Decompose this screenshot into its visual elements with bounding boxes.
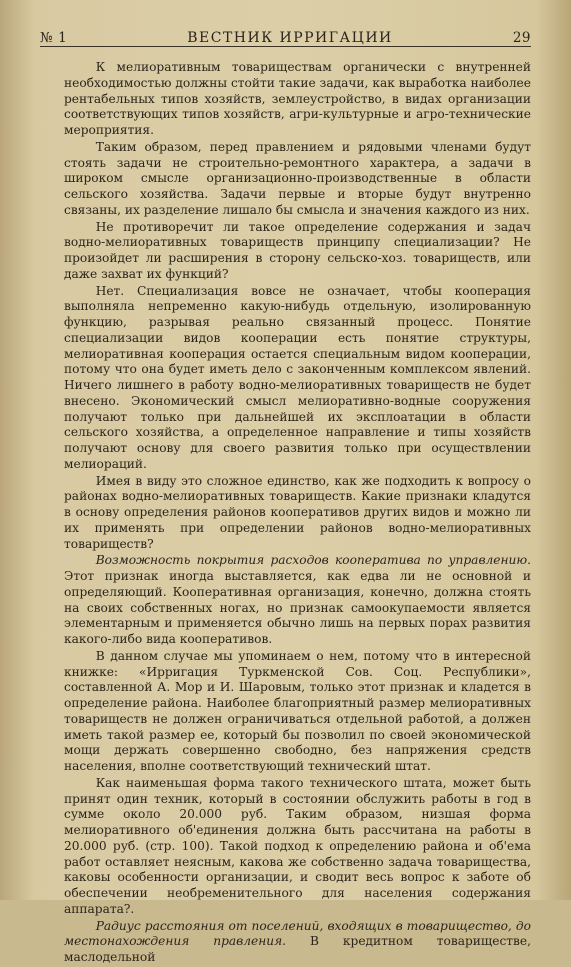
italic-lead: Возможность покрытия расходов кооператива по управлению.: [95, 553, 531, 568]
paragraph: К мелиоративным товариществам органически с внутренней необходимостью должны стойти такие задачи, как выработка наиболее рентабельных типов хозяйств, землеустройство, в видах организации соответствующих типов хозяйств, агри-культурные и агро-технические мероприятия.: [64, 60, 531, 137]
article-body: [64, 60, 531, 967]
paragraph: Возможность покрытия расходов кооператива по управлению. Этот признак иногда выставляется, как едва ли не основной и определяющий. Кооперативная организация, конечно, должна стоять на своих собственных ногах, но признак самоокупаемости является элементарным и применяется обычно лишь на первых порах развития какого-либо вида кооперативов.: [64, 553, 531, 646]
paragraph: Нет. Специализация вовсе не означает, чтобы кооперация выполняла непременно какую-нибудь отдельную, изолированную функцию, разрывая реально связанный процесс. Понятие специализации видов кооперации есть понятие структуры, мелиоративная кооперация остается специальным видом кооперации, потому что она будет иметь дело с законченным комплексом явлений. Ничего лишнего в работу водно-мелиоративных товариществ не будет внесено. Экономический смысл мелиоративно-водные сооружения получают только при дальнейшей их эксплоатации в области сельского хозяйства, а определенное направление и типы хозяйств получают основу для своего развития только при осуществлении мелиораций.: [64, 283, 531, 471]
page-number: 29: [512, 30, 531, 46]
issue-number: № 1: [40, 30, 68, 46]
italic-lead: Радиус расстояния от поселений, входящих в товарищество, до местонахождения правления.: [64, 918, 531, 949]
paragraph: Таким образом, перед правлением и рядовыми членами будут стоять задачи не строительно-ремонтного характера, а задачи в широком смысле организационно-производственные в области сельского хозяйства. Задачи первые и вторые будут внутренно связаны, их разделение лишало бы смысла и значения каждого из них.: [64, 139, 531, 217]
paragraph: Не противоречит ли такое определение содержания и задач водно-мелиоративных товариществ принципу специализации? Не произойдет ли расширения в сторону сельско-хоз. товариществ, или даже захват их функций?: [64, 219, 531, 281]
journal-title: ВЕСТНИК ИРРИГАЦИИ: [187, 30, 393, 46]
paragraph: В данном случае мы упоминаем о нем, потому что в интересной книжке: «Ирригация Туркменской Сов. Соц. Республики», составленной А. Мор и И. Шаровым, только этот признак и кладется в определение района. Наиболее благоприятный размер мелиоративных товариществ не должен ограничиваться отдельной работой, а должен иметь такой размер ее, который бы позволил по своей экономической мощи держать совершенно свободно, без напряжения средств населения, вполне соответствующий технический штат.: [64, 648, 531, 773]
paragraph: Радиус расстояния от поселений, входящих в товарищество, до местонахождения правления. В кредитном товариществе, маслодельной: [64, 918, 531, 964]
paragraph: Имея в виду это сложное единство, как же подходить к вопросу о районах водно-мелиоративных товариществ. Какие признаки кладутся в основу определения районов кооперативов других видов и можно ли их применять при определении районов водно-мелиоративных товариществ?: [64, 473, 531, 551]
paragraph: Как наименьшая форма такого технического штата, может быть принят один техник, который в состоянии обслужить работы в год в сумме около 20.000 руб. Таким образом, низшая форма мелиоративного об'единения должна быть рассчитана на работы в 20.000 руб. (стр. 100). Такой подход к определению района и об'ема работ оставляет неясным, какова же собственно задача товарищества, каковы особенности организации, и сводит весь вопрос к заботе об обеспечении необременительного для населения содержания аппарата?.: [64, 775, 531, 916]
running-header: [40, 24, 531, 47]
